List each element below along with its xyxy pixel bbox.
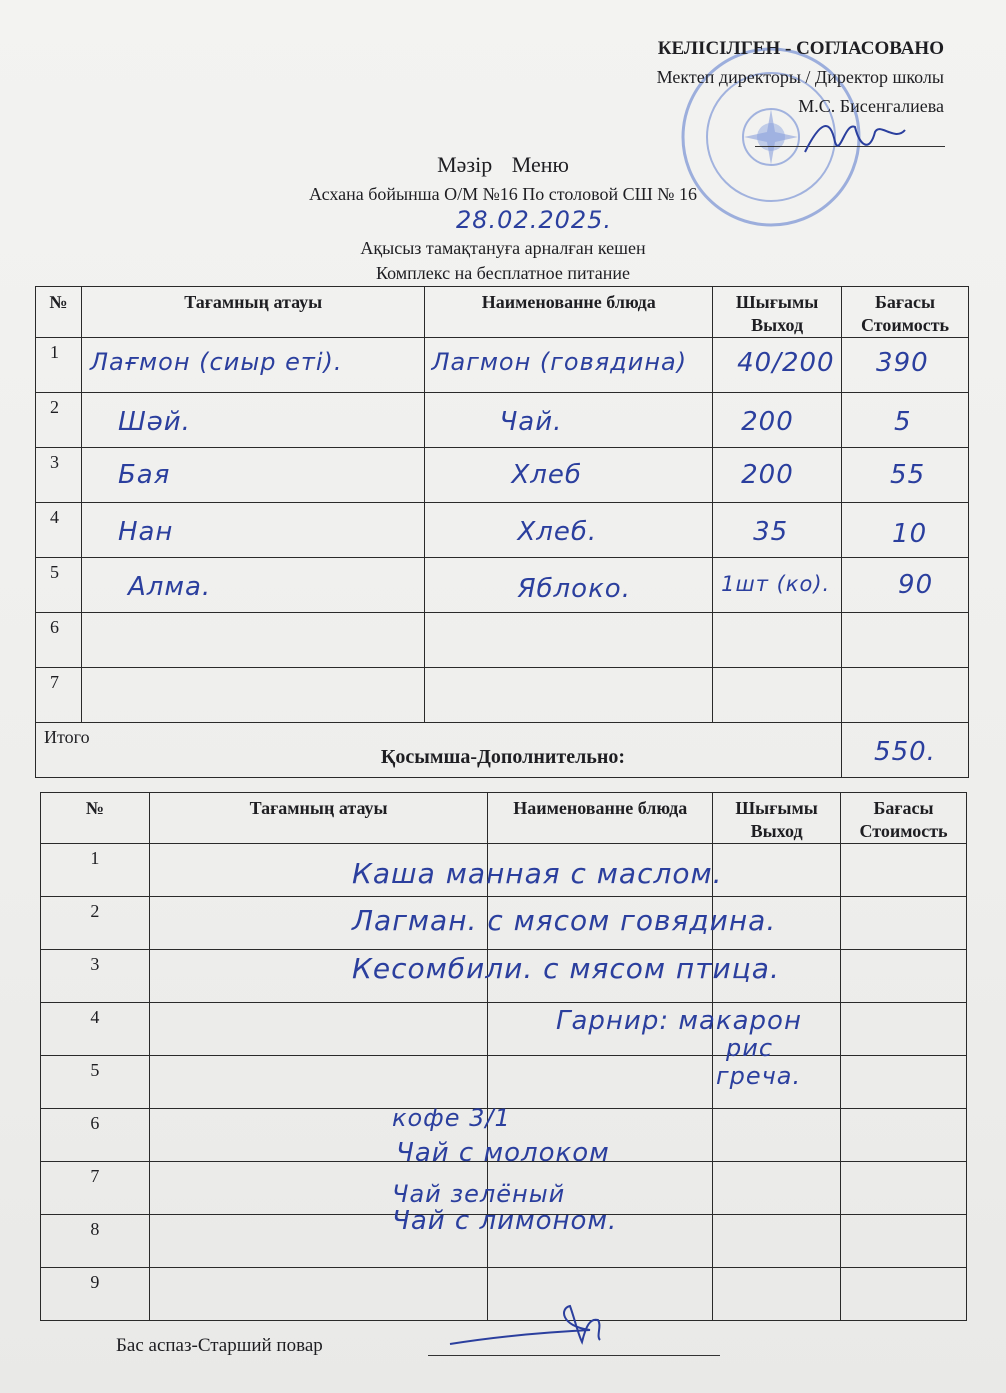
main-menu-table [35, 286, 969, 778]
handwritten-item: Каша манная с маслом. [352, 857, 723, 890]
dish-output: 200 [713, 448, 842, 503]
dish-output [713, 668, 842, 723]
approval-block [657, 34, 944, 121]
page-title: Мәзір Меню [437, 152, 569, 177]
dish-name-ru: Яблоко. [425, 558, 713, 613]
table-header-row [41, 793, 967, 844]
dish-cost: 90 [842, 558, 969, 613]
row-num: 5 [41, 1056, 150, 1109]
dish-cost: 10 [842, 503, 969, 558]
total-label: Итого [36, 723, 842, 778]
director-role: Мектеп директоры / Директор школы [656, 67, 944, 87]
dish-name-kz [81, 668, 425, 723]
row-num: 8 [41, 1215, 150, 1268]
dish-cost [842, 613, 969, 668]
page-subtitle: Асхана бойынша О/М №16 По столовой СШ № 16 [309, 184, 697, 204]
handwritten-item: Лагман. с мясом говядина. [352, 904, 777, 937]
additional-title: Қосымша-Дополнительно: [380, 746, 626, 768]
handwritten-item: рис [726, 1034, 774, 1062]
handwritten-item: Чай с лимоном. [392, 1206, 618, 1236]
header-num: № [36, 287, 82, 338]
row-num: 6 [41, 1109, 150, 1162]
handwritten-item: Гарнир: макарон [556, 1006, 802, 1036]
dish-output [713, 613, 842, 668]
row-num: 3 [36, 448, 82, 503]
total-value: 550. [842, 723, 969, 778]
dish-name-kz: Нан [81, 503, 425, 558]
dish-cost [842, 668, 969, 723]
row-num: 5 [36, 558, 82, 613]
dish-name-ru: Хлеб. [425, 503, 713, 558]
table-row [36, 393, 969, 448]
dish-cost: 55 [842, 448, 969, 503]
dish-name-ru [425, 668, 713, 723]
dish-name-kz: Лағмон (сиыр еті). [81, 338, 425, 393]
dish-cost: 390 [842, 338, 969, 393]
row-num: 4 [41, 1003, 150, 1056]
row-num: 1 [36, 338, 82, 393]
row-num: 7 [36, 668, 82, 723]
chef-role: Бас аспаз-Старший повар [116, 1335, 323, 1356]
dish-name-ru: Хлеб [425, 448, 713, 503]
handwritten-item: греча. [716, 1062, 802, 1090]
table-row [36, 448, 969, 503]
director-name: М.С. Бисенгалиева [798, 96, 944, 116]
header-cost: Бағасы Стоимость [841, 793, 967, 844]
dish-name-kz: Бая [81, 448, 425, 503]
dish-output: 35 [713, 503, 842, 558]
handwritten-item: Кесомбили. с мясом птица. [352, 952, 780, 985]
approval-title: КЕЛІСІЛГЕН - СОГЛАСОВАНО [657, 38, 944, 59]
header-cost: Бағасы Стоимость [842, 287, 969, 338]
header-name-kz: Тағамның атауы [81, 287, 425, 338]
row-num: 1 [41, 844, 150, 897]
header-name-kz: Тағамның атауы [149, 793, 488, 844]
table-row [36, 503, 969, 558]
handwritten-item: Чай с молоком [396, 1138, 610, 1168]
row-num: 2 [41, 897, 150, 950]
table-row [36, 613, 969, 668]
dish-name-ru: Лагмон (говядина) [425, 338, 713, 393]
menu-date: 28.02.2025. [456, 206, 613, 234]
dish-name-kz [81, 613, 425, 668]
dish-name-ru: Чай. [425, 393, 713, 448]
row-num: 6 [36, 613, 82, 668]
row-num: 2 [36, 393, 82, 448]
dish-output: 40/200 [713, 338, 842, 393]
table-row [36, 338, 969, 393]
row-num: 4 [36, 503, 82, 558]
table-row [41, 1003, 967, 1056]
row-num: 7 [41, 1162, 150, 1215]
dish-name-kz: Шәй. [81, 393, 425, 448]
handwritten-item: кофе 3/1 [392, 1104, 511, 1132]
dish-output: 200 [713, 393, 842, 448]
header-name-ru: Наименованне блюда [425, 287, 713, 338]
header-output: Шығымы Выход [713, 287, 842, 338]
dish-output: 1шт (ко). [713, 558, 842, 613]
header-num: № [41, 793, 150, 844]
table-header-row [36, 287, 969, 338]
table-row [36, 558, 969, 613]
row-num: 9 [41, 1268, 150, 1321]
handwritten-item: Чай зелёный [392, 1180, 566, 1208]
dish-cost: 5 [842, 393, 969, 448]
dish-name-kz: Алма. [81, 558, 425, 613]
complex-kz: Ақысыз тамақтануға арналған кешен [360, 238, 646, 258]
dish-name-ru [425, 613, 713, 668]
table-row [41, 1056, 967, 1109]
chef-signature [440, 1296, 640, 1356]
table-row [36, 668, 969, 723]
complex-ru: Комплекс на бесплатное питание [376, 263, 630, 283]
row-num: 3 [41, 950, 150, 1003]
header-output: Шығымы Выход [713, 793, 841, 844]
header-name-ru: Наименованне блюда [488, 793, 713, 844]
